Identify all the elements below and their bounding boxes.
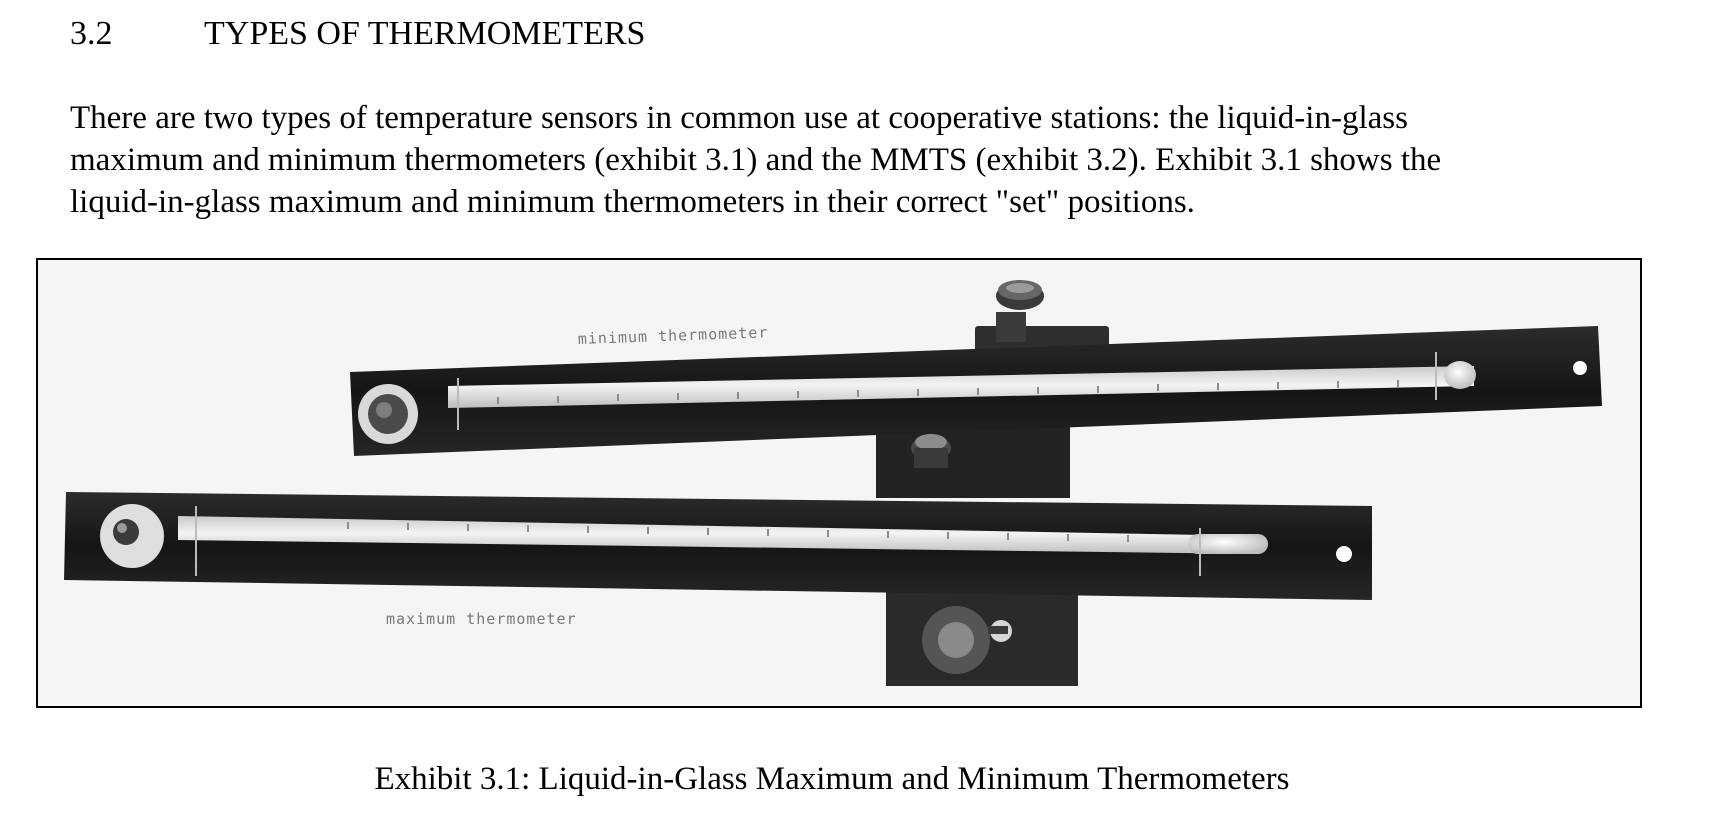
section-number: 3.2 [70,15,113,52]
thermometer-photo [38,260,1640,706]
intro-line: liquid-in-glass maximum and minimum thermometers in their correct "set" positions. [70,184,1195,220]
section-heading [70,14,645,54]
exhibit-figure [36,258,1642,708]
photo-background [38,260,1640,706]
figure-caption: Exhibit 3.1: Liquid-in-Glass Maximum and Minimum Thermometers [374,761,1290,797]
intro-line: maximum and minimum thermometers (exhibit 3.1) and the MMTS (exhibit 3.2). Exhibit 3.1 shows the [70,142,1442,178]
intro-paragraph [70,97,1670,223]
maximum-thermometer-label: maximum thermometer [386,610,577,628]
intro-line: There are two types of temperature sensors in common use at cooperative stations: the liquid-in-glass [70,100,1408,136]
minimum-thermometer-label: minimum thermometer [577,323,769,348]
knob-icon [911,434,951,468]
section-title: TYPES OF THERMOMETERS [204,15,646,52]
